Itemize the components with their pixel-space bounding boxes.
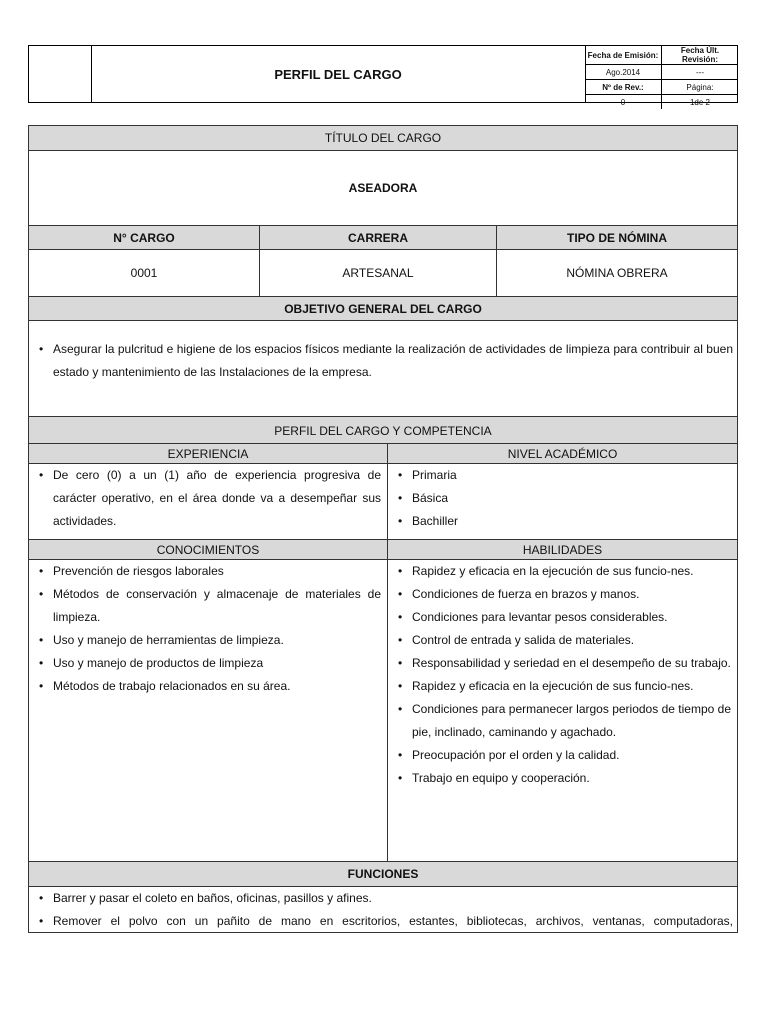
funciones-label: FUNCIONES [347,867,419,881]
list-item: • Rapidez y eficacia en la ejecución de sus funcio-nes. [390,560,731,583]
titulo-cargo-value: ASEADORA [348,181,418,195]
objetivo-body-row [28,321,738,417]
revision-table [585,46,738,109]
experiencia-nivel-header-row [28,444,738,464]
carrera-label: CARRERA [260,226,497,249]
list-item: • De cero (0) a un (1) año de experiencia progresiva de carácter operativo, en el área donde va a desempeñar sus actividades. [31,464,381,533]
info-header-row [28,226,738,250]
list-item: • Asegurar la pulcritud e higiene de los espacios físicos mediante la realización de actividades de limpieza para contribuir al buen estado y mantenimiento de las Instalaciones de la empresa. [31,338,733,384]
nomina-label: TIPO DE NÓMINA [566,230,667,245]
list-item: • Condiciones para levantar pesos considerables. [390,606,731,629]
funciones-body-row [28,887,738,933]
objetivo-header-row [28,297,738,321]
titulo-cargo-header-row [28,125,738,151]
objetivo-list [31,338,733,384]
habilidades-label: HABILIDADES [522,542,603,557]
list-item: • Condiciones para permanecer largos periodos de tiempo de pie, inclinado, caminando y agachado. [390,698,731,744]
list-item: • Trabajo en equipo y cooperación. [390,767,731,790]
habilidades-list [390,560,731,790]
list-item: • Prevención de riesgos laborales [31,560,381,583]
logo-placeholder [29,46,92,102]
conocimientos-habilidades-body-row [28,560,738,862]
nivel-label: NIVEL ACADÉMICO [507,446,618,461]
list-item: • Básica [390,487,733,510]
carrera-value: ARTESANAL [260,250,497,296]
experiencia-list [31,464,381,533]
list-item: • Rapidez y eficacia en la ejecución de sus funcio-nes. [390,675,731,698]
titulo-cargo-value-row [28,151,738,226]
pagina-value: 1de 2 [662,95,739,110]
list-item: • Uso y manejo de herramientas de limpieza. [31,629,381,652]
num-rev-label: Nº de Rev.: [585,80,662,95]
list-item: • Bachiller [390,510,733,533]
perfil-header-row [28,417,738,444]
job-profile-table [28,125,738,933]
conocimientos-label: CONOCIMIENTOS [29,540,388,559]
objetivo-label: OBJETIVO GENERAL DEL CARGO [284,301,482,316]
titulo-cargo-label: TÍTULO DEL CARGO [324,131,442,145]
header-title: PERFIL DEL CARGO [91,46,586,102]
experiencia-nivel-body-row [28,464,738,540]
fecha-emision-value: Ago.2014 [585,65,662,80]
list-item: • Barrer y pasar el coleto en baños, oficinas, pasillos y afines. [31,887,733,910]
fecha-emision-label: Fecha de Emisión: [585,46,662,65]
list-item: • Primaria [390,464,733,487]
info-value-row [28,250,738,297]
experiencia-label: EXPERIENCIA [29,444,388,463]
nomina-value: NÓMINA OBRERA [566,266,668,280]
list-item: • Condiciones de fuerza en brazos y manos. [390,583,731,606]
funciones-header-row [28,862,738,887]
pagina-label: Página: [662,80,739,95]
num-rev-value: 0 [585,95,662,110]
funciones-list [31,887,733,933]
list-item: • Métodos de trabajo relacionados en su área. [31,675,381,698]
list-item: • Uso y manejo de productos de limpieza [31,652,381,675]
list-item: • Métodos de conservación y almacenaje de materiales de limpieza. [31,583,381,629]
fecha-ult-revision-label: Fecha Últ. Revisión: [662,46,739,65]
list-item: • Remover el polvo con un pañito de mano en escritorios, estantes, bibliotecas, archivos, ventanas, computadoras, [31,910,733,933]
nivel-list [390,464,733,533]
list-item: • Responsabilidad y seriedad en el desempeño de su trabajo. [390,652,731,675]
fecha-ult-revision-value: --- [662,65,739,80]
cargo-label: N° CARGO [29,226,260,249]
cargo-value: 0001 [29,250,260,296]
list-item: • Preocupación por el orden y la calidad. [390,744,731,767]
document-header [28,45,738,107]
conocimientos-list [31,560,381,698]
list-item: • Control de entrada y salida de materiales. [390,629,731,652]
perfil-label: PERFIL DEL CARGO Y COMPETENCIA [274,424,492,438]
conocimientos-habilidades-header-row [28,540,738,560]
